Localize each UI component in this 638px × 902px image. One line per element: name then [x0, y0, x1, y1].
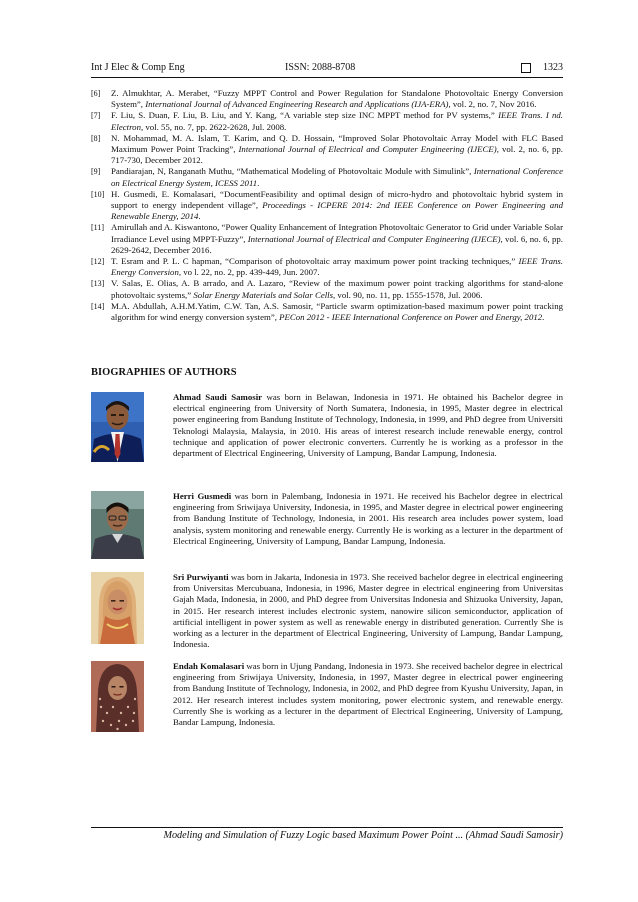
reference-number: [10]: [91, 189, 105, 199]
author-name: Sri Purwiyanti: [173, 572, 229, 582]
running-footer: Modeling and Simulation of Fuzzy Logic based Maximum Power Point ... (Ahmad Saudi Samosir): [163, 830, 563, 841]
reference-number: [14]: [91, 301, 105, 311]
reference-number: [8]: [91, 133, 101, 143]
page-number: 1323: [543, 62, 563, 73]
reference-item: [7] F. Liu, S. Duan, F. Liu, B. Liu, and Y. Kang, “A variable step size INC MPPT method for PV systems,” IEEE Trans. I nd. Electron, vol. 55, no. 7, pp. 2622-2628, Jul. 2008.: [91, 110, 563, 132]
biography-text: Endah Komalasari was born in Ujung Pandang, Indonesia in 1973. She received bachelor degree in electrical engineering from Sriwijaya University, Indonesia, in 1997, Master degree in electrical power engineering from Bandung Institute of Technology, Indonesia, in 2002, and PhD degree from Kyushu University, Japan, in 2012. Her research interest includes system monitoring, power electronic system, and renewable energy. Currently She is working as a lecturer in the department of Electrical Engineering, University of Lampung, Bandar Lampung, Indonesia.: [173, 661, 563, 728]
section-heading: BIOGRAPHIES OF AUTHORS: [91, 367, 237, 378]
square-icon: [521, 63, 531, 73]
reference-number: [7]: [91, 111, 101, 121]
author-photo: [91, 392, 144, 462]
reference-number: [9]: [91, 167, 101, 177]
biography-text: Ahmad Saudi Samosir was born in Belawan, Indonesia in 1971. He obtained his Bachelor degree in electrical engineering from University of North Sumatera, Indonesia, in 1995, Master degree in electrical power engineering from Bandung Institute of Technology, Indonesia, in 1999, and PhD degree from Universiti Teknologi Malaysia, Malaysia, in 2010. His areas of interest research include renewable energy, control technique and application of power electronic converters. Currently he is working as a professor in the department of Electrical Engineering, University of Lampung, Bandar Lampung, Indonesia.: [173, 392, 563, 459]
author-photo: [91, 572, 144, 644]
reference-item: [10] H. Gusmedi, E. Komalasari, “DocumentFeasibility and optimal design of micro-hydro and photovoltaic hybrid system in support to energy independent village”, Proceedings - ICPERE 2014: 2nd IEEE Conference on Power Engineering and Renewable Energy, 2014.: [91, 188, 563, 222]
reference-item: [6] Z. Almukhtar, A. Merabet, “Fuzzy MPPT Control and Power Regulation for Standalone Photovoltaic Energy Conversion System”, International Journal of Advanced Engineering Research and Applications (IJA-ERA), vol. 2, no. 7, Nov 2016.: [91, 88, 563, 110]
footer-rule: [91, 827, 563, 828]
reference-number: [13]: [91, 279, 105, 289]
author-photo: [91, 661, 144, 732]
biography-text: Sri Purwiyanti was born in Jakarta, Indonesia in 1973. She received bachelor degree in electrical engineering from Universitas Mercubuana, Indonesia, in 1996, Master degree in electrical engineering from Universitas Gajah Mada, Indonesia, in 2000, and PhD degree from Universitas Indonesia and Shizuoka University, Japan, in 2015. Her research interest includes electronic system, nanowire silicon semiconductor, application of artificial intelligent in power system as well as renewable energy in distributed generation. Currently She is working as a lecturer in the department of Electrical Engineering, University of Lampung, Bandar Lampung, Indonesia.: [173, 572, 563, 650]
reference-item: [13] V. Salas, E. Olias, A. B arrado, and A. Lazaro, “Review of the maximum power point tracking algorithms for stand-alone photovoltaic systems,” Solar Energy Materials and Solar Cells, vol. 90, no. 11, pp. 1555-1578, Jul. 2006.: [91, 278, 563, 300]
author-name: Endah Komalasari: [173, 661, 245, 671]
biography-text: Herri Gusmedi was born in Palembang, Indonesia in 1971. He received his Bachelor degree in electrical engineering from Sriwijaya University, Indonesia, in 1995, and Master degree in electrical power engineering from Bandung Institute of Technology, Indonesia, in 2001. His research area includes power system, load analysis, system monitoring and renewable energy. Currently He is working as a lecturer in the department of Electrical Engineering, University of Lampung, Bandar Lampung, Indonesia.: [173, 491, 563, 546]
reference-number: [11]: [91, 223, 105, 233]
author-name: Ahmad Saudi Samosir: [173, 392, 263, 402]
reference-item: [11] Amirullah and A. Kiswantono, “Power Quality Enhancement of Integration Photovoltaic Generator to Grid under Variable Solar Irradiance Level using MPPT-Fuzzy”, International Journal of Electrical and Computer Engineering (IJECE), vol. 6, no. 6, pp. 2629-2642, December 2016.: [91, 222, 563, 255]
header-rule: [91, 77, 563, 78]
issn: ISSN: 2088-8708: [285, 62, 356, 73]
journal-name: Int J Elec & Comp Eng: [91, 62, 185, 73]
reference-item: [8] N. Mohammad, M. A. Islam, T. Karim, and Q. D. Hossain, “Improved Solar Photovoltaic Array Model with FLC Based Maximum Power Point Tracking”, International Journal of Electrical and Computer Engineering (IJECE), vol. 2, no. 6, pp. 717-730, December 2012.: [91, 132, 564, 166]
reference-item: [9] Pandiarajan, N, Ranganath Muthu, “Mathematical Modeling of Photovoltaic Module with Simulink”, International Conference on Electrical Energy System, ICESS 2011.: [91, 166, 563, 188]
reference-number: [6]: [91, 89, 101, 98]
reference-item: [14] M.A. Abdullah, A.H.M.Yatim, C.W. Tan, A.S. Samosir, “Particle swarm optimization-based maximum power point tracking algorithm for wind energy conversion system”, PECon 2012 - IEEE International Conference on Power and Energy, 2012.: [91, 300, 563, 323]
running-header: [91, 62, 563, 76]
author-name: Herri Gusmedi: [173, 491, 232, 501]
reference-list: [91, 88, 563, 323]
reference-number: [12]: [91, 257, 105, 267]
reference-item: [12] T. Esram and P. L. C hapman, “Comparison of photovoltaic array maximum power point tracking techniques,” IEEE Trans. Energy Conversion, vo l. 22, no. 2, pp. 439-449, Jun. 2007.: [91, 256, 564, 278]
author-photo: [91, 491, 144, 559]
